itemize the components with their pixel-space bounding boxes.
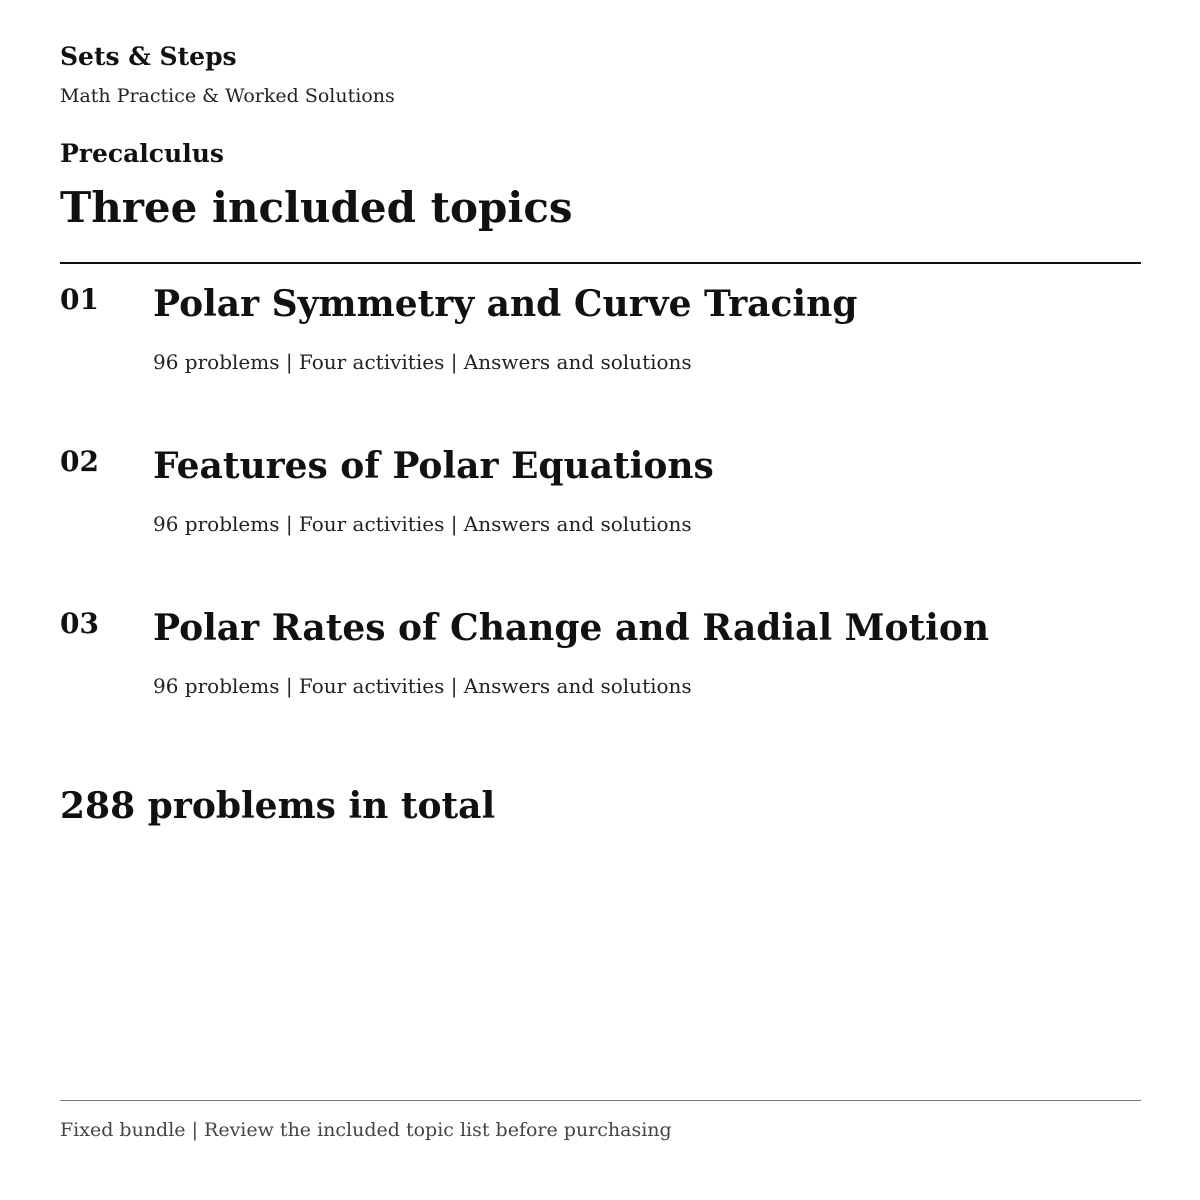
topic-number: 01 [60, 283, 99, 316]
topic-item [60, 440, 1141, 602]
topic-item [60, 602, 1141, 764]
footer-divider [60, 1100, 1141, 1101]
subject-label: Precalculus [60, 139, 224, 168]
page [60, 0, 1141, 1200]
brand-name: Sets & Steps [60, 42, 237, 71]
topic-item [60, 278, 1141, 440]
topic-number: 03 [60, 607, 99, 640]
topic-meta: 96 problems | Four activities | Answers and solutions [153, 350, 692, 374]
page-title: Three included topics [60, 183, 573, 232]
topic-title: Polar Symmetry and Curve Tracing [153, 283, 858, 325]
brand-tagline: Math Practice & Worked Solutions [60, 85, 395, 107]
topic-title: Features of Polar Equations [153, 445, 714, 487]
topic-number: 02 [60, 445, 99, 478]
topic-meta: 96 problems | Four activities | Answers and solutions [153, 674, 692, 698]
topic-meta: 96 problems | Four activities | Answers and solutions [153, 512, 692, 536]
topic-title: Polar Rates of Change and Radial Motion [153, 607, 989, 649]
footer-note: Fixed bundle | Review the included topic list before purchasing [60, 1119, 672, 1141]
problem-total: 288 problems in total [60, 785, 496, 827]
topic-list [60, 278, 1141, 764]
top-divider [60, 262, 1141, 264]
